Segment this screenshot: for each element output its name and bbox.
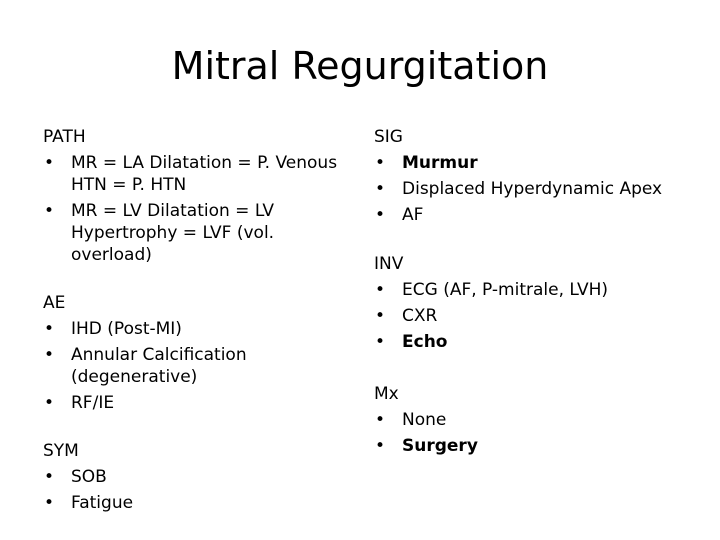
list-item-text: MR = LV Dilatation = LV Hypertrophy = LVF (vol. overload) — [71, 201, 275, 265]
bullet-icon: • — [375, 179, 386, 199]
list-item-text: MR = LA Dilatation = P. Venous HTN = P. HTN — [71, 153, 338, 195]
list-item — [374, 204, 694, 226]
list-item-text: SOB — [71, 467, 107, 487]
list-item — [374, 152, 694, 174]
bullet-icon: • — [375, 306, 386, 326]
bullet-icon: • — [44, 201, 55, 221]
bullet-icon: • — [375, 205, 386, 225]
sig-list — [374, 152, 694, 226]
bullet-icon: • — [44, 393, 55, 413]
right-column — [374, 126, 694, 461]
list-item — [43, 466, 358, 488]
bullet-icon: • — [44, 493, 55, 513]
section-path — [43, 126, 358, 266]
bullet-icon: • — [375, 332, 386, 352]
list-item — [43, 392, 358, 414]
list-item-text: Annular Calcification (degenerative) — [71, 345, 247, 387]
list-item-text: None — [402, 410, 447, 430]
bullet-icon: • — [44, 153, 55, 173]
list-item — [43, 152, 358, 196]
sym-list — [43, 466, 358, 514]
list-item — [43, 200, 358, 266]
list-item — [374, 305, 694, 327]
section-mx — [374, 383, 694, 457]
mx-list — [374, 409, 694, 457]
list-item — [374, 331, 694, 353]
section-ae — [43, 292, 358, 414]
list-item-text: Surgery — [402, 436, 478, 456]
section-heading-sym: SYM — [43, 441, 79, 461]
list-item-text: RF/IE — [71, 393, 115, 413]
list-item — [374, 435, 694, 457]
ae-list — [43, 318, 358, 414]
inv-list — [374, 279, 694, 353]
bullet-icon: • — [375, 410, 386, 430]
bullet-icon: • — [44, 345, 55, 365]
left-column — [43, 126, 358, 518]
bullet-icon: • — [44, 319, 55, 339]
section-heading-ae: AE — [43, 293, 66, 313]
section-sym — [43, 440, 358, 514]
slide-title: Mitral Regurgitation — [171, 44, 549, 88]
list-item-text: AF — [402, 205, 424, 225]
list-item — [374, 178, 694, 200]
section-heading-inv: INV — [374, 254, 404, 274]
list-item — [43, 318, 358, 340]
list-item-text: CXR — [402, 306, 438, 326]
list-item-text: Echo — [402, 332, 448, 352]
section-sig — [374, 126, 694, 226]
bullet-icon: • — [375, 280, 386, 300]
list-item — [43, 344, 358, 388]
bullet-icon: • — [44, 467, 55, 487]
list-item-text: IHD (Post-MI) — [71, 319, 182, 339]
section-heading-sig: SIG — [374, 127, 403, 147]
list-item — [374, 279, 694, 301]
bullet-icon: • — [375, 153, 386, 173]
list-item-text: Displaced Hyperdynamic Apex — [402, 179, 663, 199]
list-item — [374, 409, 694, 431]
section-heading-path: PATH — [43, 127, 86, 147]
section-inv — [374, 253, 694, 353]
list-item-text: ECG (AF, P-mitrale, LVH) — [402, 280, 609, 300]
list-item-text: Fatigue — [71, 493, 134, 513]
bullet-icon: • — [375, 436, 386, 456]
list-item-text: Murmur — [402, 153, 478, 173]
path-list — [43, 152, 358, 266]
list-item — [43, 492, 358, 514]
section-heading-mx: Mx — [374, 384, 399, 404]
